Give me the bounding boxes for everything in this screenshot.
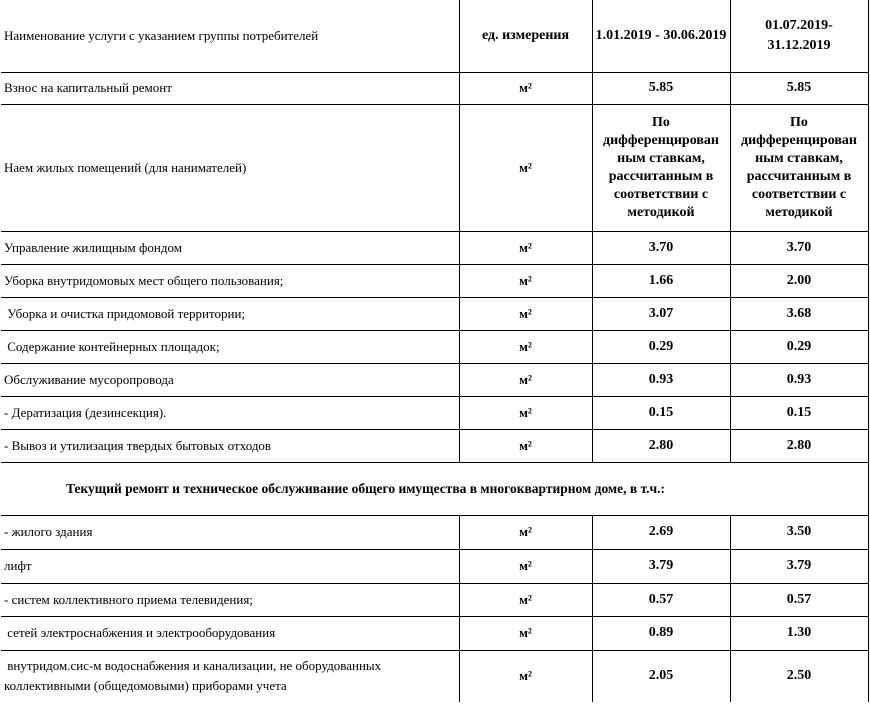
service-name: Содержание контейнерных площадок; (1, 330, 459, 363)
value-period-1: 0.15 (592, 396, 730, 429)
service-name: Наем жилых помещений (для нанимателей) (1, 104, 459, 231)
unit-cell: м² (459, 396, 592, 429)
header-period-1: 1.01.2019 - 30.06.2019 (592, 0, 730, 72)
value-period-2: 2.50 (730, 650, 868, 702)
table-row (1, 616, 868, 650)
value-period-1: 0.57 (592, 583, 730, 616)
table-row (1, 515, 868, 549)
unit-cell: м² (459, 429, 592, 462)
value-period-2: 0.29 (730, 330, 868, 363)
value-period-2: 0.93 (730, 363, 868, 396)
value-period-1: 3.70 (592, 231, 730, 264)
service-name: - Дератизация (дезинсекция). (1, 396, 459, 429)
value-period-1: 1.66 (592, 264, 730, 297)
unit-cell: м² (459, 231, 592, 264)
tariff-table (1, 0, 869, 702)
service-name: - Вывоз и утилизация твердых бытовых отходов (1, 429, 459, 462)
unit-cell: м² (459, 616, 592, 650)
table-row (1, 297, 868, 330)
unit-cell: м² (459, 583, 592, 616)
service-name: - жилого здания (1, 515, 459, 549)
value-period-1: 0.89 (592, 616, 730, 650)
section-title: Текущий ремонт и техническое обслуживание общего имущества в многоквартирном доме, в т.ч.: (1, 462, 730, 515)
value-period-2: 2.80 (730, 429, 868, 462)
table-row (1, 429, 868, 462)
value-period-1: 3.07 (592, 297, 730, 330)
value-period-1: 2.05 (592, 650, 730, 702)
value-period-2: 0.57 (730, 583, 868, 616)
value-period-2: 3.70 (730, 231, 868, 264)
header-row (1, 0, 868, 72)
value-period-2: 3.50 (730, 515, 868, 549)
unit-cell: м² (459, 72, 592, 104)
value-period-2: 0.15 (730, 396, 868, 429)
table-row (1, 363, 868, 396)
service-name: внутридом.сис-м водоснабжения и канализации, не оборудованных коллективными (общедомовыми) приборами учета (1, 650, 459, 702)
unit-cell: м² (459, 297, 592, 330)
unit-cell: м² (459, 650, 592, 702)
value-period-1: 0.29 (592, 330, 730, 363)
service-name: - систем коллективного приема телевидения; (1, 583, 459, 616)
unit-cell: м² (459, 104, 592, 231)
value-period-1: 2.69 (592, 515, 730, 549)
value-period-2: По дифференцирован ным ставкам, рассчитанным в соответствии с методикой (730, 104, 868, 231)
header-service-name: Наименование услуги с указанием группы потребителей (1, 0, 459, 72)
section-blank-cell (730, 462, 868, 515)
header-period-2: 01.07.2019- 31.12.2019 (730, 0, 868, 72)
unit-cell: м² (459, 515, 592, 549)
service-name: Взнос на капитальный ремонт (1, 72, 459, 104)
value-period-1: По дифференцирован ным ставкам, рассчитанным в соответствии с методикой (592, 104, 730, 231)
section-row (1, 462, 868, 515)
table-row (1, 650, 868, 702)
unit-cell: м² (459, 549, 592, 583)
table-row (1, 396, 868, 429)
table-row (1, 72, 868, 104)
table-row (1, 330, 868, 363)
value-period-2: 1.30 (730, 616, 868, 650)
unit-cell: м² (459, 363, 592, 396)
value-period-1: 5.85 (592, 72, 730, 104)
value-period-2: 3.79 (730, 549, 868, 583)
unit-cell: м² (459, 264, 592, 297)
value-period-1: 0.93 (592, 363, 730, 396)
service-name: лифт (1, 549, 459, 583)
value-period-2: 2.00 (730, 264, 868, 297)
service-name: Обслуживание мусоропровода (1, 363, 459, 396)
table-row (1, 231, 868, 264)
service-name: Уборка внутридомовых мест общего пользования; (1, 264, 459, 297)
value-period-2: 5.85 (730, 72, 868, 104)
value-period-1: 2.80 (592, 429, 730, 462)
service-name: Уборка и очистка придомовой территории; (1, 297, 459, 330)
service-name: Управление жилищным фондом (1, 231, 459, 264)
value-period-2: 3.68 (730, 297, 868, 330)
value-period-1: 3.79 (592, 549, 730, 583)
table-row (1, 549, 868, 583)
service-name: сетей электроснабжения и электрооборудования (1, 616, 459, 650)
header-unit: ед. измерения (459, 0, 592, 72)
table-row (1, 104, 868, 231)
unit-cell: м² (459, 330, 592, 363)
table-row (1, 583, 868, 616)
table-row (1, 264, 868, 297)
